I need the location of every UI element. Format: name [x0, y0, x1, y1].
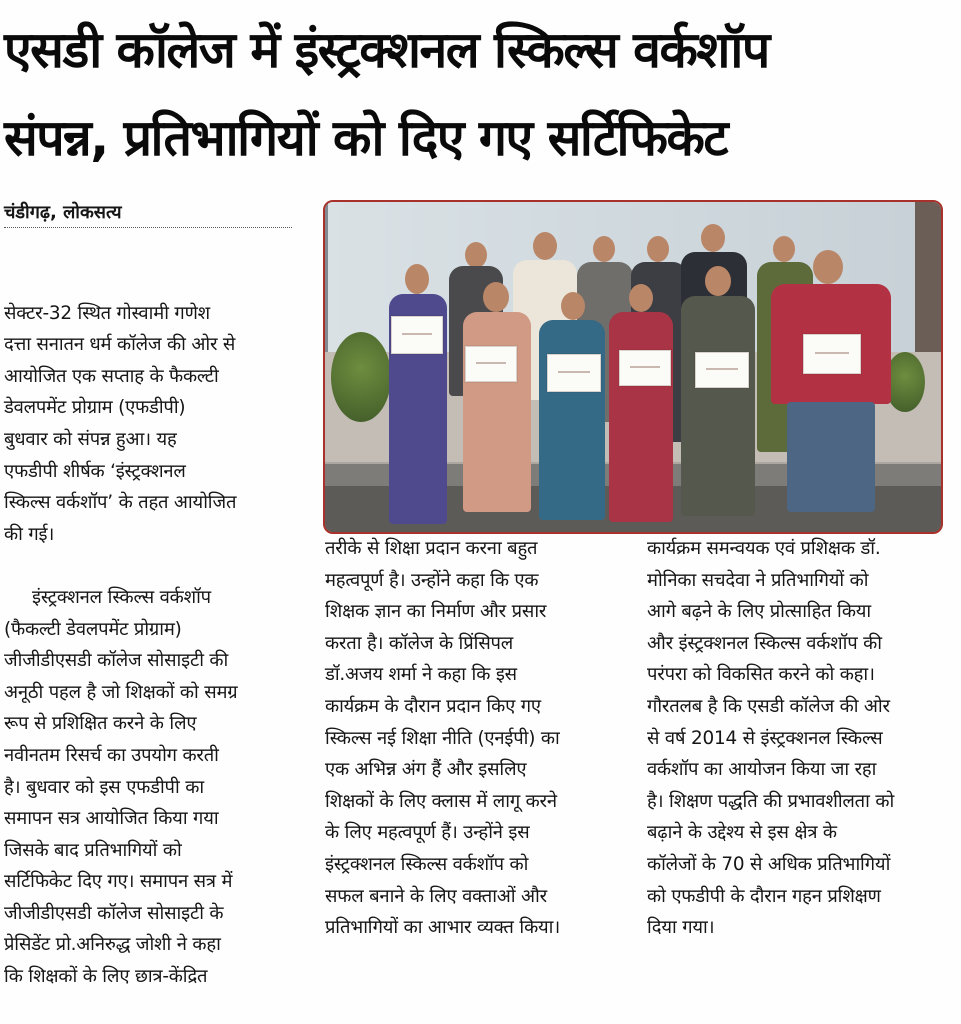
person-head [813, 250, 843, 284]
paragraph-2: इंस्ट्रक्शनल स्किल्स वर्कशॉप (फैकल्टी डेवलपमेंट प्रोग्राम) जीजीडीएसडी कॉलेज सोसाइटी की अनूठी पहल है जो शिक्षकों को समग्र रूप से प्रशिक्षित करने के लिए नवीनतम रिसर्च का उपयोग करती है। बुधवार को इस एफडीपी का समापन सत्र आयोजित किया गया जिसके बाद प्रतिभागियों को सर्टिफिकेट दिए गए। समापन सत्र में जीजीडीएसडी कॉलेज सोसाइटी के प्रेसिडेंट प्रो.अनिरुद्ध जोशी ने कहा कि शिक्षकों के लिए छात्र-केंद्रित [4, 586, 238, 988]
person-head [773, 236, 795, 262]
person-body [539, 320, 605, 520]
certificate [547, 354, 601, 392]
person-head [629, 284, 653, 312]
person-head [533, 232, 557, 260]
article-column-2: तरीके से शिक्षा प्रदान करना बहुत महत्वपूर्ण है। उन्होंने कहा कि एक शिक्षक ज्ञान का निर्माण और प्रसार करता है। कॉलेज के प्रिंसिपल डॉ.अजय शर्मा ने कहा कि इस कार्यक्रम के दौरान प्रदान किए गए स्किल्स नई शिक्षा नीति (एनईपी) का एक अभिन्न अंग हैं और इसलिए शिक्षकों के लिए क्लास में लागू करने के लिए महत्वपूर्ण हैं। उन्होंने इस इंस्ट्रक्शनल स्किल्स वर्कशॉप को सफल बनाने के लिए वक्ताओं और प्रतिभागियों का आभार व्यक्त किया। [325, 538, 561, 939]
group-photo [323, 200, 943, 534]
person-body [609, 312, 673, 522]
headline [4, 6, 954, 182]
person-head [701, 224, 725, 252]
article-column-3: कार्यक्रम समन्वयक एवं प्रशिक्षक डॉ. मोनिका सचदेवा ने प्रतिभागियों को आगे बढ़ने के लिए प्रोत्साहित किया और इंस्ट्रक्शनल स्किल्स वर्कशॉप की परंपरा को विकसित करने को कहा। गौरतलब है कि एसडी कॉलेज की ओर से वर्ष 2014 से इंस्ट्रक्शनल स्किल्स वर्कशॉप का आयोजन किया जा रहा है। शिक्षण पद्धति की प्रभावशीलता को बढ़ाने के उद्देश्य से इस क्षेत्र के कॉलेजों के 70 से अधिक प्रतिभागियों को एफडीपी के दौरान गहन प्रशिक्षण दिया गया। [647, 538, 895, 939]
photo-plant-right [885, 352, 925, 412]
person-head [405, 264, 429, 294]
person-head [593, 236, 615, 262]
person-body [787, 402, 875, 512]
paragraph-1: सेक्टर-32 स्थित गोस्वामी गणेश दत्ता सनातन धर्म कॉलेज की ओर से आयोजित एक सप्ताह के फैकल्टी डेवलपमेंट प्रोग्राम (एफडीपी) बुधवार को संपन्न हुआ। यह एफडीपी शीर्षक ‘इंस्ट्रक्शनल स्किल्स वर्कशॉप’ के तहत आयोजित की गई। [4, 302, 237, 545]
certificate [803, 334, 861, 374]
dateline: चंडीगढ़, लोकसत्य [4, 200, 292, 228]
person-head [483, 282, 509, 312]
person-head [705, 266, 731, 296]
person-body [681, 296, 755, 516]
person-head [561, 292, 585, 320]
article-column-1 [4, 266, 296, 1024]
photo-plant-left [331, 332, 391, 422]
person-head [647, 236, 669, 262]
certificate [465, 346, 517, 382]
person-head [465, 242, 487, 268]
headline-line-1: एसडी कॉलेज में इंस्ट्रक्शनल स्किल्स वर्कशॉप [4, 21, 769, 79]
headline-line-2: संपन्न, प्रतिभागियों को दिए गए सर्टिफिकेट [4, 109, 728, 167]
person-body [463, 312, 531, 512]
certificate [619, 350, 671, 386]
certificate [695, 352, 749, 388]
certificate [391, 316, 443, 354]
